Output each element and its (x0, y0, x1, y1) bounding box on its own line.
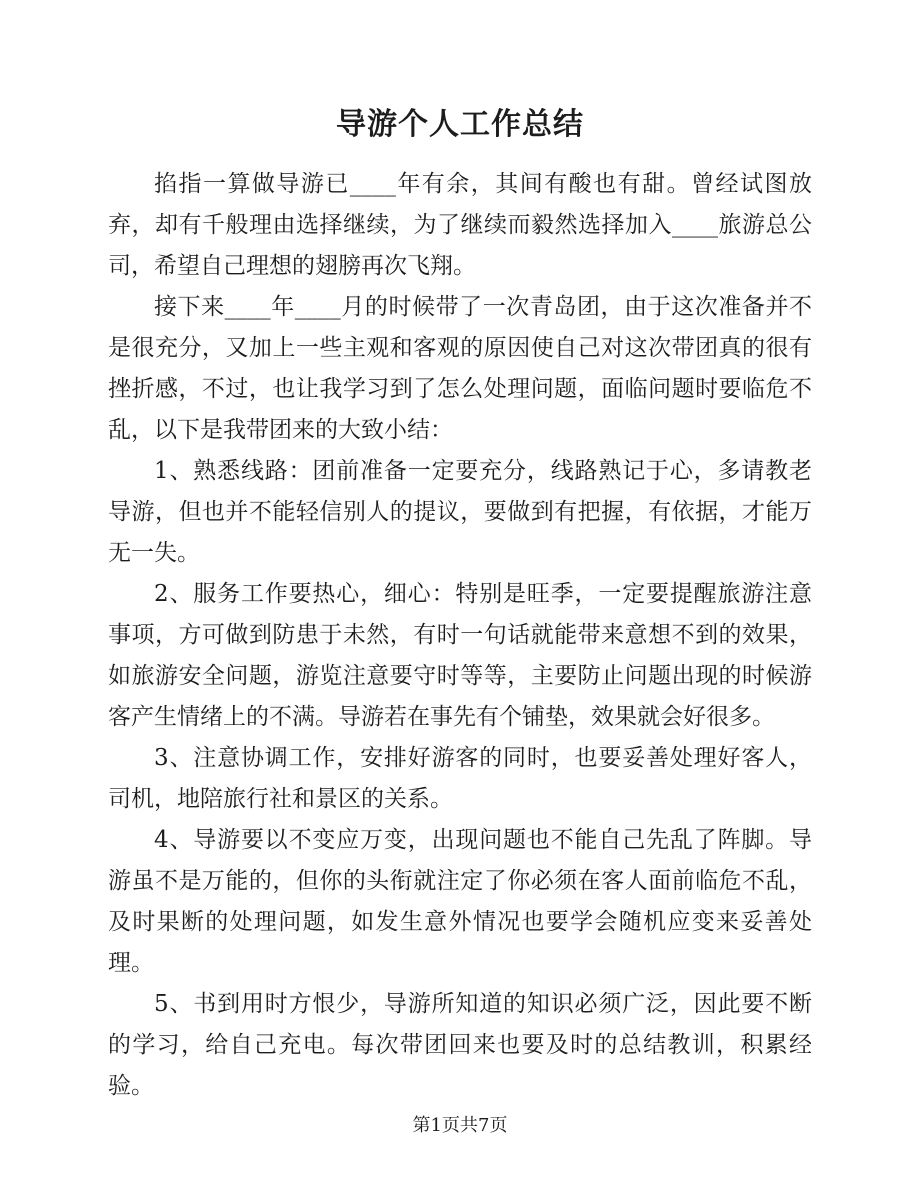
paragraph-point-2-service: 2、服务工作要热心，细心：特别是旺季，一定要提醒旅游注意事项，方可做到防患于未然，有时一句话就能带来意想不到的效果，如旅游安全问题，游览注意要守时等等，主要防止问题出现的时候游客产生情绪上的不满。导游若在事先有个铺垫，效果就会好很多。 (108, 581, 812, 730)
document-body (108, 164, 812, 1107)
paragraph-intro: 掐指一算做导游已____年有余，其间有酸也有甜。曾经试图放弃，却有千般理由选择继续，为了继续而毅然选择加入____旅游总公司，希望自己理想的翅膀再次飞翔。 (108, 171, 812, 279)
paragraph-point-1-routes: 1、熟悉线路：团前准备一定要充分，线路熟记于心，多请教老导游，但也并不能轻信别人的提议，要做到有把握，有依据，才能万无一失。 (108, 458, 812, 566)
paragraph-point-5-learning: 5、书到用时方恨少，导游所知道的知识必须广泛，因此要不断的学习，给自己充电。每次带团回来也要及时的总结教训，积累经验。 (108, 991, 812, 1099)
page-footer (0, 1114, 920, 1138)
paragraph-qingdao-tour: 接下来____年____月的时候带了一次青岛团，由于这次准备并不是很充分，又加上一些主观和客观的原因使自己对这次带团真的很有挫折感，不过，也让我学习到了怎么处理问题，面临问题时要临危不乱，以下是我带团来的大致小结： (108, 294, 812, 443)
page-number-label: 第1页共7页 (412, 1115, 508, 1136)
paragraph-point-3-coordination: 3、注意协调工作，安排好游客的同时，也要妥善处理好客人，司机，地陪旅行社和景区的关系。 (108, 745, 812, 812)
document-title: 导游个人工作总结 (336, 107, 584, 142)
paragraph-point-4-composure: 4、导游要以不变应万变，出现问题也不能自己先乱了阵脚。导游虽不是万能的，但你的头衔就注定了你必须在客人面前临危不乱，及时果断的处理问题，如发生意外情况也要学会随机应变来妥善处理。 (108, 827, 812, 976)
